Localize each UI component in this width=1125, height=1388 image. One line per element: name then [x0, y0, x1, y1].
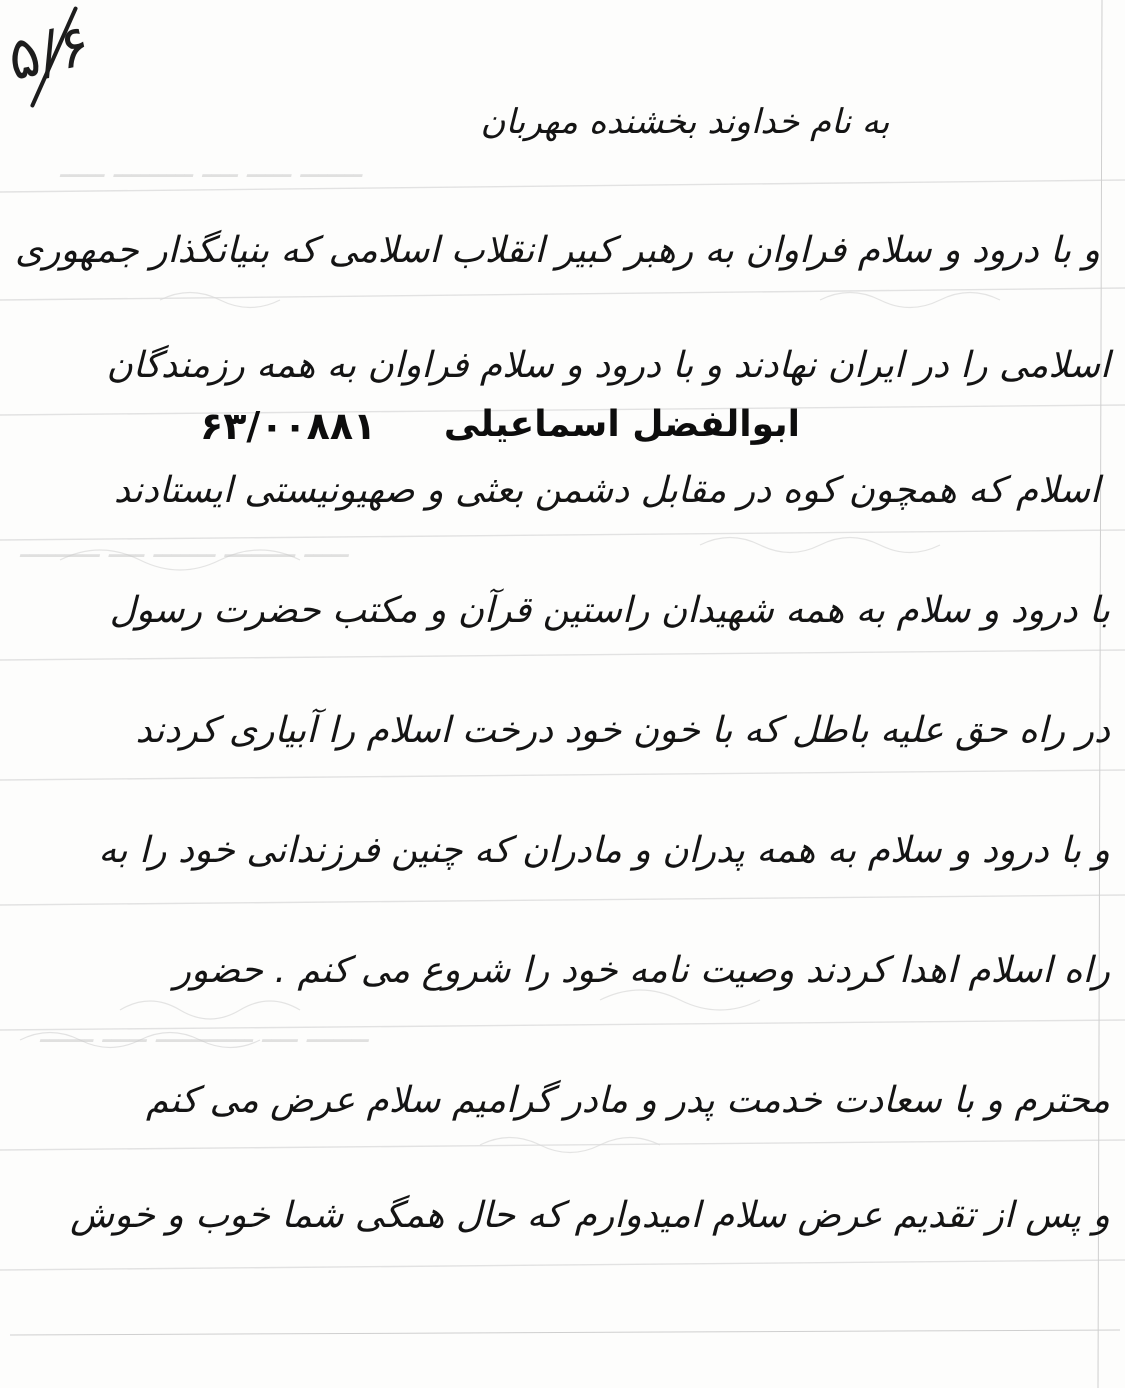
- page-marker: ۵/۶: [1, 10, 97, 94]
- bleed-through-text: ـــــ ــــــــ ـــــــ ــــ ـــــــــ: [20, 530, 349, 565]
- author-code: ۶۳/۰۰۸۸۱: [200, 404, 377, 448]
- letter-line: و با درود و سلام به همه پدران و مادران که چنین فرزندانی خود را به: [98, 830, 1110, 871]
- letter-line: اسلامی را در ایران نهادند و با درود و سلام فراوان به همه رزمندگان: [106, 345, 1110, 386]
- letter-line: راه اسلام اهدا کردند وصیت نامه خود را شروع می کنم . حضور: [173, 950, 1110, 991]
- letter-line: محترم و با سعادت خدمت پدر و مادر گرامیم سلام عرض می کنم: [146, 1080, 1110, 1121]
- bleed-through-text: ـــــــ ــــ ـــــــــــ ـــــ ــــــ: [40, 1015, 369, 1050]
- bleed-through-text: ـــــــ ـــــ ــــ ـــــــــ ـــــ: [60, 150, 362, 185]
- letter-line: در راه حق علیه باطل که با خون خود درخت اسلام را آبیاری کردند: [135, 710, 1110, 751]
- letter-line: با درود و سلام به همه شهیدان راستین قرآن و مکتب حضرت رسول: [109, 590, 1110, 631]
- letter-line: اسلام که همچون کوه در مقابل دشمن بعثی و صهیونیستی ایستادند: [113, 470, 1100, 511]
- letter-line: و با درود و سلام فراوان به رهبر کبیر انقلاب اسلامی که بنیانگذار جمهوری: [14, 230, 1100, 271]
- author-name-line: [200, 404, 800, 454]
- letter-line: و پس از تقدیم عرض سلام امیدوارم که حال همگی شما خوب و خوش: [70, 1195, 1110, 1236]
- author-name: ابوالفضل اسماعیلی: [443, 404, 800, 445]
- letter-heading: به نام خداوند بخشنده مهربان: [480, 102, 890, 142]
